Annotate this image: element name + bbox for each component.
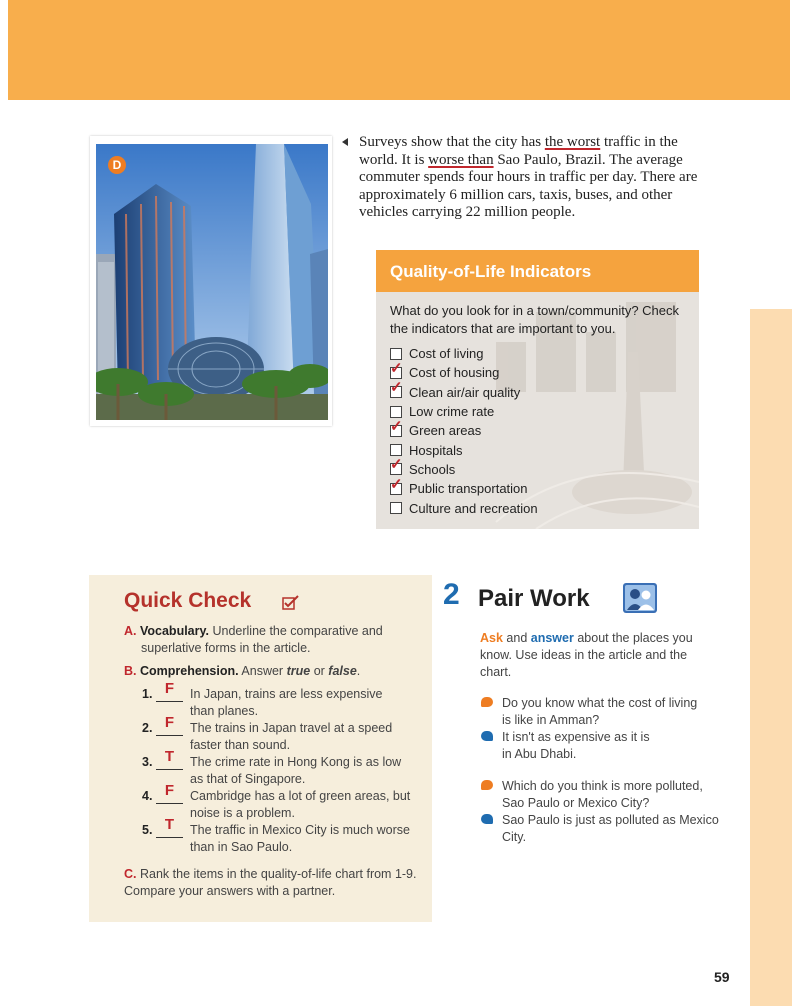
indicator-public-transportation[interactable] [390,475,538,498]
item-text: than planes. [190,704,259,718]
quick-check-b [124,663,424,680]
checkbox[interactable] [390,406,402,418]
indicator-cost-of-living[interactable] [390,344,538,363]
quick-check-c [124,866,429,900]
item-text: Answer [241,664,284,678]
pair-work-people-icon [623,583,657,613]
quick-check-title: Quick Check [124,589,252,612]
pointer-arrow-icon [342,138,348,146]
checkbox[interactable] [390,348,402,360]
section-number: 2 [443,578,460,611]
answer-value: F [164,680,175,697]
item-letter: A. [124,624,137,638]
item-text: Rank the items in the quality-of-life chart from 1-9. [139,867,417,881]
item-number: 3. [142,755,153,769]
item-number: 2. [142,721,153,735]
answer-blank[interactable] [156,748,183,770]
indicator-hospitals[interactable] [390,440,538,459]
quick-check-a [124,623,424,657]
answer-value: F [164,782,175,799]
city-photo [96,144,328,420]
answer-blank[interactable] [156,816,183,838]
item-number: 4. [142,789,153,803]
check-mark-icon: ✓ [390,475,403,493]
quality-of-life-intro: What do you look for in a town/community? Check the indicators that are important to you. [390,303,680,336]
quality-of-life-header [376,250,699,292]
item-number: 5. [142,823,153,837]
dialog-line-2 [480,729,740,763]
true-false-item-4 [142,782,432,822]
dialog-line-4 [480,812,740,846]
dialog-text: City. [502,830,527,844]
checkbox[interactable] [390,475,403,495]
answer-value: T [164,748,175,765]
keyword-answer: answer [530,631,574,645]
speech-bubble-blue-icon [481,814,493,824]
keyword-true: true [286,664,311,678]
item-text: or [313,664,325,678]
checkbox[interactable] [390,359,403,379]
article-paragraph [359,134,712,222]
header-band [8,0,790,100]
item-text: The crime rate in Hong Kong is as low [190,755,402,769]
item-text: The trains in Japan travel at a speed [190,721,393,735]
checkbox[interactable] [390,379,403,398]
quick-check-box [89,575,432,922]
item-heading: Comprehension. [139,664,239,678]
indicator-label: Culture and recreation [409,500,538,516]
indicator-label: Cost of housing [409,365,500,381]
intro-text: about the places you know. Use ideas in the article and the chart. [480,631,693,679]
true-false-item-5 [142,816,432,856]
check-mark-icon: ✓ [390,417,403,435]
checkbox[interactable] [390,444,402,456]
dialog-text: in Abu Dhabi. [502,747,577,761]
indicator-low-crime[interactable] [390,402,538,421]
indicator-list [390,344,538,518]
side-tab-strip [750,309,792,1006]
item-letter: B. [124,664,137,678]
true-false-item-1 [142,680,432,720]
checkbox[interactable] [390,417,403,437]
indicator-label: Public transportation [409,481,528,497]
section-badge: D [108,156,126,174]
item-text: . [356,664,361,678]
indicator-green-areas[interactable] [390,417,538,440]
item-text: Underline the comparative and [212,624,383,638]
item-heading: Vocabulary. [139,624,209,638]
article-segment: Surveys show that the city has [359,134,545,150]
quality-of-life-title: Quality-of-Life Indicators [390,262,592,281]
item-text: faster than sound. [190,738,291,752]
indicator-label: Schools [409,461,456,477]
checkbox[interactable] [390,502,402,514]
item-number: 1. [142,687,153,701]
article-text [342,134,712,222]
indicator-label: Clean air/air quality [409,384,521,400]
speech-bubble-orange-icon [481,697,493,707]
dialog-text: Sao Paulo or Mexico City? [502,796,650,810]
dialog-text: is like in Amman? [502,713,600,727]
answer-value: T [164,816,175,833]
speech-bubble-blue-icon [481,731,493,741]
indicator-culture-recreation[interactable] [390,498,538,517]
keyword-ask: Ask [480,631,503,645]
indicator-label: Green areas [409,423,482,439]
pair-work-title: Pair Work [478,585,590,612]
check-mark-icon: ✓ [390,359,403,377]
dialog-text: Sao Paulo is just as polluted as Mexico [502,813,719,827]
article-segment: traffic in the world. It is [359,134,678,168]
article-segment: Sao Paulo, Brazil. The average commuter spends four hours in traffic per day. There are approximately 6 million cars, taxis, buses, and other vehicles carrying 22 million people. [359,151,698,220]
item-text: Compare your answers with a partner. [124,884,336,898]
article-underline: the worst [544,134,601,150]
indicator-cost-of-housing[interactable] [390,359,538,382]
skyscraper-illustration [96,144,328,420]
answer-blank[interactable] [156,714,183,736]
item-text: than in Sao Paulo. [190,840,293,854]
answer-blank[interactable] [156,782,183,804]
indicator-label: Hospitals [409,442,463,458]
item-text: superlative forms in the article. [141,641,311,655]
page-number: 59 [714,969,730,985]
true-false-item-2 [142,714,432,754]
true-false-item-3 [142,748,432,788]
answer-blank[interactable] [156,680,183,702]
dialog-text: Which do you think is more polluted, [502,779,703,793]
indicator-schools[interactable] [390,456,538,479]
check-mark-icon: ✓ [390,456,403,474]
dialog-text: It isn't as expensive as it is [502,730,650,744]
item-text: Cambridge has a lot of green areas, but [190,789,411,803]
item-text: noise is a problem. [190,806,295,820]
indicator-clean-air[interactable] [390,379,538,402]
dialog-text: Do you know what the cost of living [502,696,698,710]
item-text: In Japan, trains are less expensive [190,687,383,701]
intro-text: and [506,631,528,645]
dialog-line-1 [480,695,740,729]
checkbox[interactable] [390,456,403,475]
item-text: as that of Singapore. [190,772,306,786]
article-underline: worse than [428,151,494,168]
answer-value: F [164,714,175,731]
city-photo-frame [90,136,332,426]
speech-bubble-orange-icon [481,780,493,790]
check-box-icon [282,595,300,610]
item-text: The traffic in Mexico City is much worse [190,823,410,837]
item-letter: C. [124,867,137,881]
keyword-false: false [328,664,357,678]
check-mark-icon: ✓ [390,379,403,397]
dialog-line-3 [480,778,740,812]
pair-work-intro [480,630,710,681]
indicator-label: Cost of living [409,346,484,362]
indicator-label: Low crime rate [409,404,495,420]
quality-of-life-panel [376,250,699,529]
